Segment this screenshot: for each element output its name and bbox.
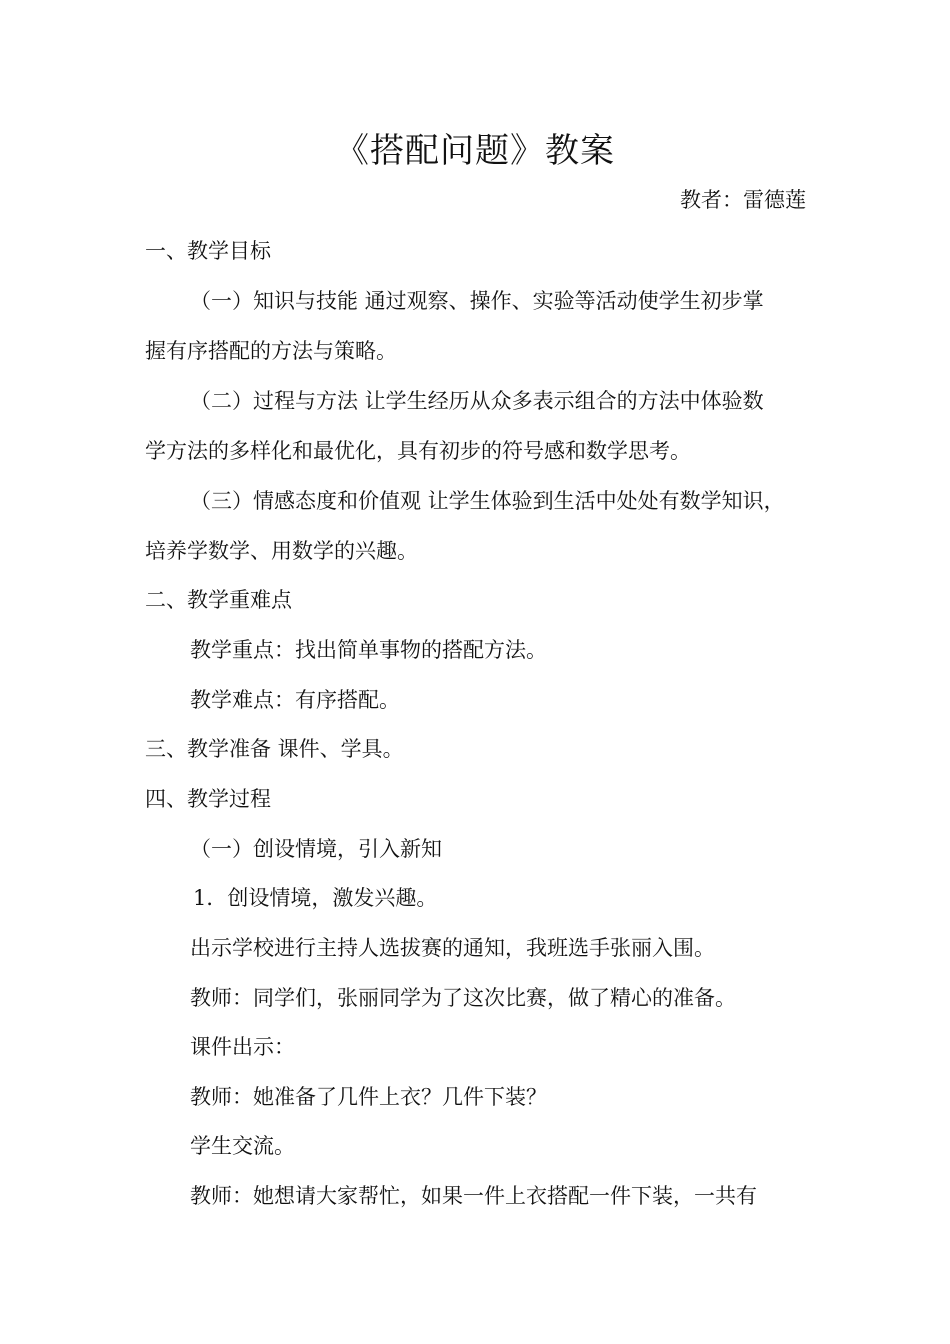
paragraph-line: 教学难点：有序搭配。 xyxy=(190,688,400,712)
paragraph-line: 握有序搭配的方法与策略。 xyxy=(145,339,397,363)
document-title: 《搭配问题》教案 xyxy=(335,131,615,171)
list-item: 1．创设情境，激发兴趣。 xyxy=(193,886,438,910)
paragraph-line: 学方法的多样化和最优化，具有初步的符号感和数学思考。 xyxy=(145,439,691,463)
paragraph-line: 教学重点：找出简单事物的搭配方法。 xyxy=(190,638,547,662)
paragraph-line: 培养学数学、用数学的兴趣。 xyxy=(145,539,418,563)
paragraph-line: （一）知识与技能 通过观察、操作、实验等活动使学生初步掌 xyxy=(190,289,764,313)
paragraph-line: （三）情感态度和价值观 让学生体验到生活中处处有数学知识， xyxy=(190,489,785,513)
paragraph-line: 学生交流。 xyxy=(190,1134,295,1158)
document-author: 教者：雷德莲 xyxy=(680,188,806,212)
paragraph-line: （二）过程与方法 让学生经历从众多表示组合的方法中体验数 xyxy=(190,389,764,413)
paragraph-line: 教师：她想请大家帮忙，如果一件上衣搭配一件下装，一共有 xyxy=(190,1184,757,1208)
paragraph-line: 出示学校进行主持人选拔赛的通知，我班选手张丽入围。 xyxy=(190,936,715,960)
paragraph-line: 课件出示： xyxy=(190,1035,295,1059)
section-heading-process: 四、教学过程 xyxy=(145,787,271,811)
section-heading-key-points: 二、教学重难点 xyxy=(145,588,292,612)
paragraph-line: 教师：她准备了几件上衣？几件下装？ xyxy=(190,1085,547,1109)
paragraph-line: （一）创设情境，引入新知 xyxy=(190,837,442,861)
paragraph-line: 教师：同学们，张丽同学为了这次比赛，做了精心的准备。 xyxy=(190,986,736,1010)
section-heading-objectives: 一、教学目标 xyxy=(145,239,271,263)
section-heading-preparation: 三、教学准备 课件、学具。 xyxy=(145,737,404,761)
